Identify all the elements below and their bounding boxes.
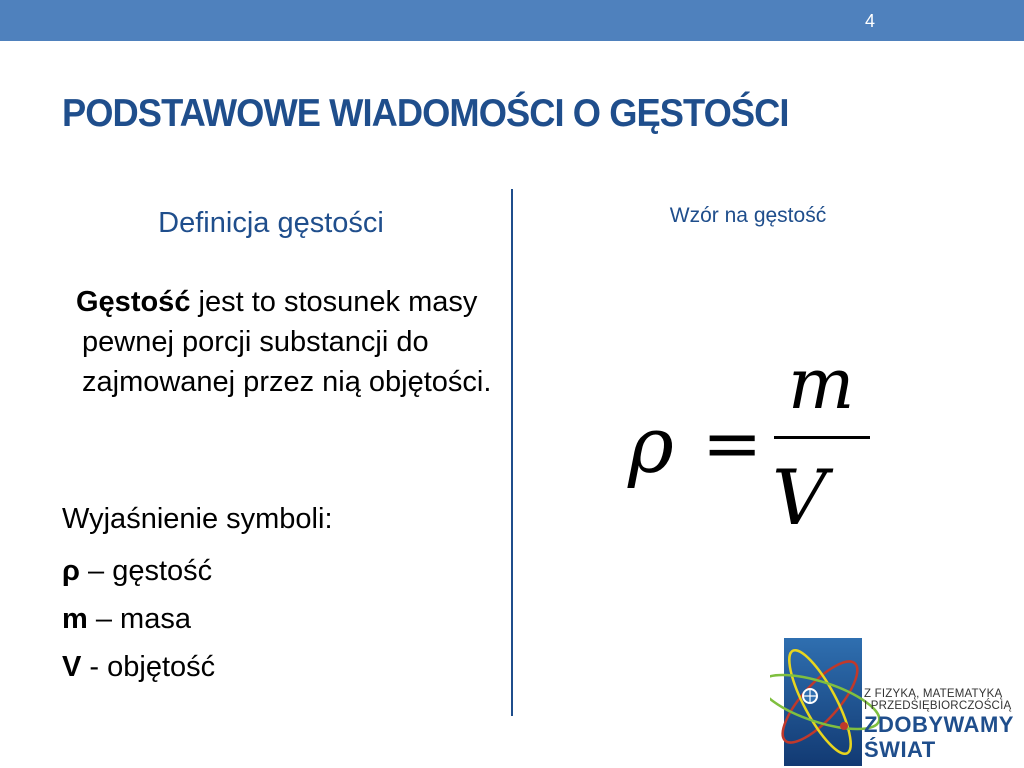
formula-equals: =	[702, 401, 763, 485]
formula-denominator: V	[772, 453, 827, 542]
symbol-row-density	[62, 555, 212, 588]
formula-rho: ρ	[628, 401, 674, 491]
symbol: m	[62, 603, 88, 635]
symbols-heading: Wyjaśnienie symboli:	[62, 503, 333, 535]
fraction-bar	[774, 436, 870, 439]
symbol-separator: –	[79, 555, 113, 587]
symbol-row-mass	[62, 603, 191, 636]
symbol: V	[62, 651, 82, 683]
formula-numerator: m	[788, 350, 855, 425]
definition-body: jest to stosunek masy pewnej porcji substancji do zajmowanej przez nią objętości.	[82, 286, 492, 398]
logo-tagline	[864, 688, 1011, 712]
logo-brand-line1: ZDOBYWAMY	[864, 712, 1014, 737]
definition-text	[76, 282, 502, 402]
symbol-row-volume	[62, 651, 215, 684]
logo-brand-line2: ŚWIAT	[864, 737, 936, 762]
symbol-meaning: objętość	[107, 651, 216, 683]
symbol-meaning: gęstość	[112, 555, 213, 587]
definition-heading: Definicja gęstości	[158, 207, 384, 239]
density-formula	[610, 350, 900, 550]
symbol: ρ	[62, 555, 80, 587]
logo-tagline-line2: I PRZEDSIĘBIORCZOŚCIĄ	[864, 700, 1012, 712]
symbol-separator: –	[87, 603, 121, 635]
formula-heading: Wzór na gęstość	[669, 204, 827, 227]
slide-title: PODSTAWOWE WIADOMOŚCI O GĘSTOŚCI	[62, 92, 789, 135]
symbol-separator: -	[81, 651, 108, 683]
logo-brand	[864, 712, 1014, 762]
symbol-meaning: masa	[120, 603, 191, 635]
logo-tagline-line1: Z FIZYKĄ, MATEMATYKĄ	[864, 688, 1003, 700]
orbit-dot	[840, 722, 848, 730]
column-divider	[511, 189, 513, 716]
slide-number: 4	[864, 11, 875, 31]
definition-term: Gęstość	[76, 286, 191, 318]
